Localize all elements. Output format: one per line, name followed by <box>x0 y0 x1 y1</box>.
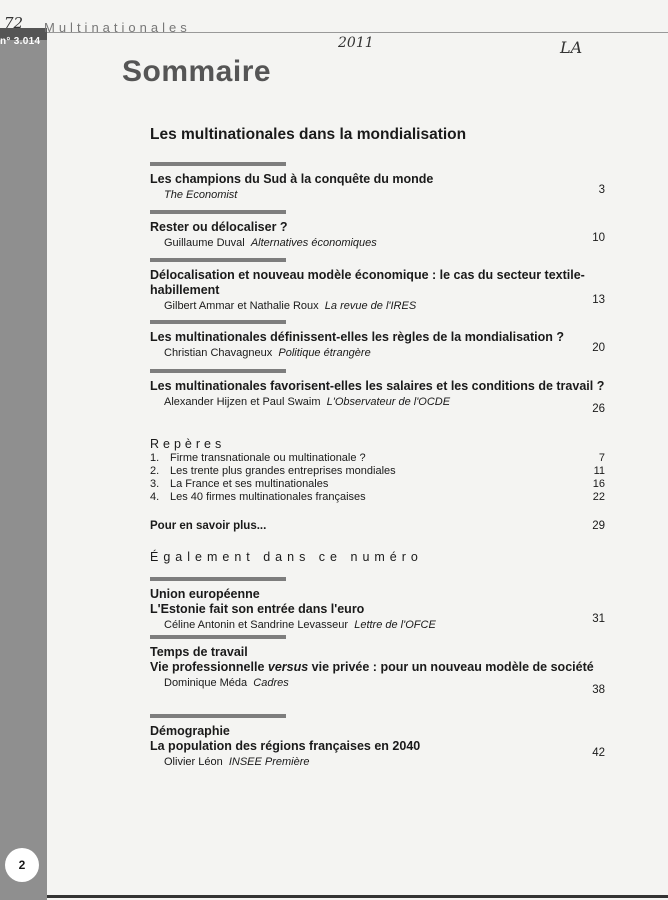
entry-category: Temps de travail <box>150 645 248 659</box>
entry-title: Vie professionnelle versus vie privée : pour un nouveau modèle de société <box>150 660 594 674</box>
repere-item[interactable] <box>150 491 605 504</box>
issue-number: n° 3.014 <box>0 36 41 47</box>
entry-rule <box>150 210 286 214</box>
entry-title: La population des régions françaises en 2040 <box>150 739 421 753</box>
toc-entry[interactable] <box>150 714 605 769</box>
entry-title: Les multinationales définissent-elles les règles de la mondialisation ? <box>150 330 565 344</box>
toc-entry[interactable] <box>150 577 605 632</box>
entry-title: Délocalisation et nouveau modèle économique : le cas du secteur textile-habillement <box>150 268 585 297</box>
entry-page: 31 <box>592 613 605 625</box>
entry-rule <box>150 369 286 373</box>
savoir-plus-page: 29 <box>592 520 605 532</box>
entry-source: L'Observateur de l'OCDE <box>326 396 451 408</box>
repere-label: La France et ses multinationales <box>170 478 329 490</box>
handwritten-number: 72 <box>4 14 24 32</box>
repere-item[interactable] <box>150 478 605 491</box>
egalement-heading: Également dans ce numéro <box>150 550 423 564</box>
entry-page: 38 <box>592 684 605 696</box>
entry-authors: Olivier Léon <box>164 756 223 768</box>
entry-source: INSEE Première <box>228 756 310 768</box>
page-title: Sommaire <box>122 55 272 88</box>
series-title: Multinationales <box>44 20 191 35</box>
repere-label: Firme transnationale ou multinationale ? <box>170 452 366 464</box>
repere-page: 16 <box>592 478 605 490</box>
repere-label: Les trente plus grandes entreprises mondiales <box>170 465 396 477</box>
savoir-plus-entry[interactable] <box>150 520 605 532</box>
entry-authors: Christian Chavagneux <box>164 347 273 359</box>
entry-source: Cadres <box>253 677 289 689</box>
entry-title: Les multinationales favorisent-elles les salaires et les conditions de travail ? <box>150 379 605 393</box>
reperes-heading: Repères <box>150 437 226 451</box>
entry-authors: Guillaume Duval <box>164 237 245 249</box>
repere-number: 4. <box>150 491 160 503</box>
entry-title: Rester ou délocaliser ? <box>150 220 288 234</box>
entry-title: Les champions du Sud à la conquête du monde <box>150 172 434 186</box>
entry-authors: Dominique Méda <box>164 677 248 689</box>
entry-rule <box>150 258 286 262</box>
page-number-badge: 2 <box>5 848 39 882</box>
toc-entry[interactable] <box>150 320 605 360</box>
entry-rule <box>150 320 286 324</box>
toc-entry[interactable] <box>150 258 605 313</box>
entry-authors: Céline Antonin et Sandrine Levasseur <box>164 619 349 631</box>
page-sidebar <box>0 40 47 900</box>
entry-page: 3 <box>598 184 605 196</box>
handwritten-initials: LA <box>560 38 583 57</box>
entry-source: La revue de l'IRES <box>324 300 417 312</box>
bottom-rule <box>47 895 668 898</box>
entry-page: 26 <box>592 403 605 415</box>
repere-page: 7 <box>598 452 605 464</box>
repere-page: 22 <box>592 491 605 503</box>
repere-number: 2. <box>150 465 160 477</box>
repere-page: 11 <box>593 465 605 477</box>
entry-category: Union européenne <box>150 587 260 601</box>
repere-label: Les 40 firmes multinationales françaises <box>170 491 366 503</box>
handwritten-year: 2011 <box>338 35 374 51</box>
entry-page: 13 <box>592 294 605 306</box>
entry-rule <box>150 635 286 639</box>
repere-number: 3. <box>150 478 160 490</box>
toc-entry[interactable] <box>150 635 605 696</box>
toc-entry[interactable] <box>150 162 605 202</box>
entry-page: 10 <box>592 232 605 244</box>
repere-item[interactable] <box>150 465 605 478</box>
repere-number: 1. <box>150 452 160 464</box>
entry-source: Politique étrangère <box>278 347 371 359</box>
entry-rule <box>150 162 286 166</box>
toc-entry[interactable] <box>150 369 605 415</box>
savoir-plus-label: Pour en savoir plus... <box>150 520 267 532</box>
toc-entry[interactable] <box>150 210 605 250</box>
entry-source: Lettre de l'OFCE <box>354 619 436 631</box>
entry-authors: Gilbert Ammar et Nathalie Roux <box>164 300 319 312</box>
entry-source: Alternatives économiques <box>250 237 377 249</box>
entry-title: L'Estonie fait son entrée dans l'euro <box>150 602 365 616</box>
repere-item[interactable] <box>150 452 605 465</box>
entry-authors: Alexander Hijzen et Paul Swaim <box>164 396 321 408</box>
section-title: Les multinationales dans la mondialisation <box>150 126 467 143</box>
entry-page: 42 <box>592 747 605 759</box>
entry-category: Démographie <box>150 724 230 738</box>
entry-rule <box>150 577 286 581</box>
entry-page: 20 <box>592 342 605 354</box>
entry-rule <box>150 714 286 718</box>
entry-source: The Economist <box>164 189 238 201</box>
